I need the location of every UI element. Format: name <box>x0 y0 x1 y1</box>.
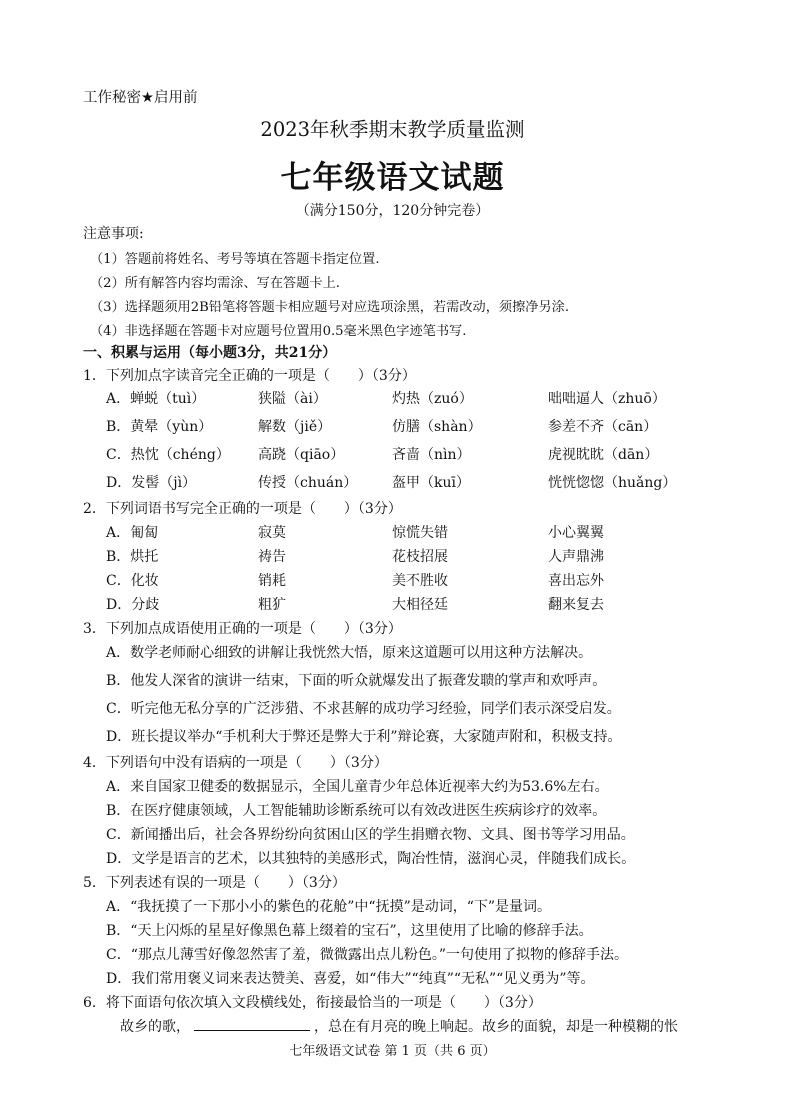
question-stem: 6．将下面语句依次填入文段横线处，衔接最恰当的一项是（ ）（3分） <box>83 995 542 1011</box>
exam-title: 七年级语文试题 <box>280 160 505 196</box>
option-sentence: C．“那点儿薄雪好像忽然害了羞，微微露出点儿粉色。”一句使用了拟物的修辞手法。 <box>106 947 629 963</box>
option-item: 粗犷 <box>258 597 286 613</box>
question-stem: 2．下列词语书写完全正确的一项是（ ）（3分） <box>83 501 402 517</box>
passage-text-before: 故乡的歌， <box>120 1019 190 1035</box>
option-item: A．匍匐 <box>106 525 159 541</box>
notice-item: （4）非选择题在答题卡对应题号位置用0.5毫米黑色字迹笔书写. <box>90 324 467 339</box>
option-item: 仿膳（shàn） <box>392 419 482 435</box>
option-item: 狭隘（ài） <box>258 391 327 407</box>
option-sentence: B．在医疗健康领域，人工智能辅助诊断系统可以有效改进医生疾病诊疗的效率。 <box>106 803 607 819</box>
score-time-note: （满分150分，120分钟完卷） <box>295 203 490 219</box>
option-item: 虎视眈眈（dān） <box>548 447 659 463</box>
option-sentence: A．“我抚摸了一下那小小的紫色的花舱”中“抚摸”是动词，“下”是量词。 <box>106 899 552 915</box>
confidential-label: 工作秘密★启用前 <box>83 90 198 106</box>
passage-line <box>120 1016 678 1036</box>
notice-item: （2）所有解答内容均需涂、写在答题卡上. <box>90 276 340 291</box>
option-item: 大相径廷 <box>392 597 448 613</box>
option-item: 寂莫 <box>258 525 286 541</box>
option-item: 美不胜收 <box>392 573 448 589</box>
option-item: 咄咄逼人（zhuō） <box>548 391 666 407</box>
passage-text-after: ，总在有月亮的晚上响起。故乡的面貌，却是一种模糊的怅 <box>314 1019 678 1035</box>
notice-item: （1）答题前将姓名、考号等填在答题卡指定位置. <box>90 252 380 267</box>
option-item: C．化妆 <box>106 573 159 589</box>
option-sentence: D．班长提议举办“手机利大于弊还是弊大于利”辩论赛，大家随声附和，积极支持。 <box>106 729 622 745</box>
option-item: C．热忱（chéng） <box>106 447 230 463</box>
option-sentence: D．我们常用褒义词来表达赞美、喜爱，如“伟大”“纯真”“无私”“见义勇为”等。 <box>106 971 595 987</box>
option-item: D．发髻（jì） <box>106 475 197 491</box>
option-item: 参差不齐（cān） <box>548 419 658 435</box>
option-sentence: C．听完他无私分享的广泛涉猎、不求甚解的成功学习经验，同学们表示深受启发。 <box>106 701 621 717</box>
option-item: 解数（jiě） <box>258 419 332 435</box>
option-sentence: B．“天上闪烁的星星好像黑色幕上缀着的宝石”，这里使用了比喻的修辞手法。 <box>106 923 593 939</box>
option-item: 恍恍惚惚（huǎng） <box>548 475 677 491</box>
option-item: 销耗 <box>258 573 286 589</box>
notice-heading: 注意事项: <box>83 226 144 242</box>
option-sentence: A．来自国家卫健委的数据显示，全国儿童青少年总体近视率大约为53.6%左右。 <box>106 779 609 795</box>
question-stem: 1．下列加点字读音完全正确的一项是（ ）（3分） <box>83 368 416 384</box>
option-item: 灼热（zuó） <box>392 391 473 407</box>
notice-item: （3）选择题须用2B铅笔将答题卡相应题号对应选项涂黑，若需改动，须擦净另涂. <box>90 300 570 315</box>
question-stem: 3．下列加点成语使用正确的一项是（ ）（3分） <box>83 621 402 637</box>
option-item: 盔甲（kuī） <box>392 475 470 491</box>
question-stem: 4．下列语句中没有语病的一项是（ ）（3分） <box>83 755 388 771</box>
page-footer: 七年级语文试卷 第 1 页（共 6 页） <box>289 1044 496 1059</box>
option-item: D．分歧 <box>106 597 160 613</box>
option-item: 高跷（qiāo） <box>258 447 345 463</box>
option-item: 小心翼翼 <box>548 525 604 541</box>
option-item: 惊慌失错 <box>392 525 448 541</box>
option-sentence: A．数学老师耐心细致的讲解让我恍然大悟，原来这道题可以用这种方法解决。 <box>106 645 593 661</box>
exam-subtitle: 2023年秋季期末教学质量监测 <box>260 118 525 141</box>
option-sentence: D．文学是语言的艺术，以其独特的美感形式，陶冶性情，滋润心灵，伴随我们成长。 <box>106 851 636 867</box>
option-item: 喜出忘外 <box>548 573 604 589</box>
option-item: 吝啬（nìn） <box>392 447 471 463</box>
section-heading: 一、积累与运用（每小题3分，共21分） <box>83 345 337 361</box>
option-item: 传授（chuán） <box>258 475 358 491</box>
option-item: 祷告 <box>258 549 286 565</box>
option-item: 翻来复去 <box>548 597 604 613</box>
option-sentence: C．新闻播出后，社会各界纷纷向贫困山区的学生捐赠衣物、文具、图书等学习用品。 <box>106 827 635 843</box>
option-item: 人声鼎沸 <box>548 549 604 565</box>
answer-blank <box>194 1018 310 1031</box>
option-item: B．黄晕（yùn） <box>106 419 213 435</box>
option-item: B．烘托 <box>106 549 159 565</box>
option-item: 花枝招展 <box>392 549 448 565</box>
option-item: A．蝉蜕（tuì） <box>106 391 206 407</box>
option-sentence: B．他发人深省的演讲一结束，下面的听众就爆发出了振聋发聩的掌声和欢呼声。 <box>106 673 607 689</box>
question-stem: 5．下列表述有误的一项是（ ）（3分） <box>83 875 346 891</box>
